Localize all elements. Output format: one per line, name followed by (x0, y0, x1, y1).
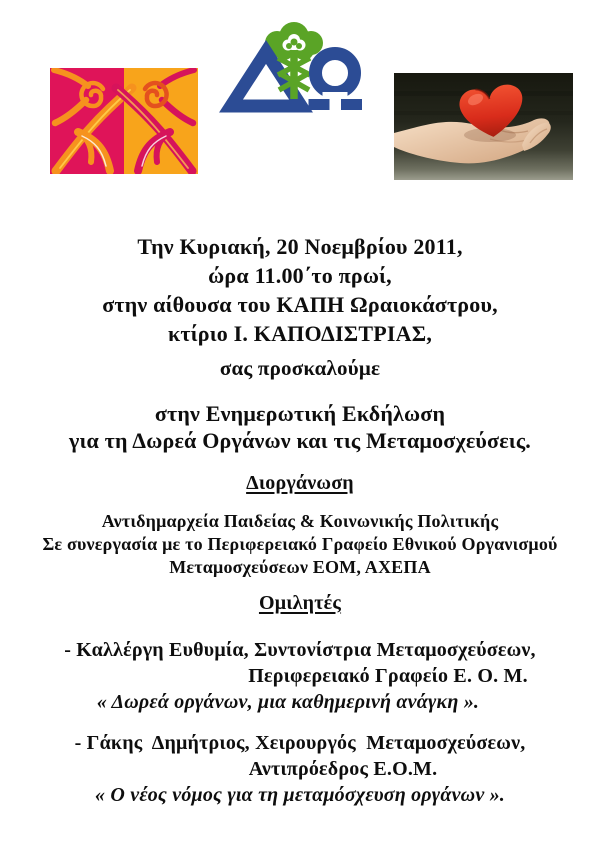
speaker-2-affiliation: Αντιπρόεδρος Ε.Ο.Μ. (248, 758, 438, 780)
organizer-heading-text: Διοργάνωση (246, 472, 354, 494)
organizer-heading (0, 471, 600, 496)
building-line: κτίριο Ι. ΚΑΠΟΔΙΣΤΡΙΑΣ, (167, 321, 433, 346)
invite-line: σας προσκαλούμε (219, 356, 381, 380)
municipality-logo-graphic (218, 22, 370, 113)
dancing-figures-logo (50, 68, 198, 174)
speaker-1-affiliation: Περιφερειακό Γραφείο Ε. Ο. Μ. (248, 665, 528, 687)
speaker-2-talk-title: « Ο νέος νόμος για τη μεταμόσχευση οργάνων ». (95, 784, 505, 806)
venue-line: στην αίθουσα του ΚΑΠΗ Ωραιοκάστρου, (102, 292, 498, 317)
event-line-1: στην Ενημερωτική Εκδήλωση (154, 401, 446, 426)
date-line: Την Κυριακή, 20 Νοεμβρίου 2011, (137, 234, 463, 259)
organizer-line-2: Σε συνεργασία με το Περιφερειακό Γραφείο Εθνικού Οργανισμού (42, 534, 558, 554)
datetime-venue-block (0, 232, 600, 348)
speaker-1-name: - Καλλέργη Ευθυμία, Συντονίστρια Μεταμοσχεύσεων, (64, 639, 536, 661)
municipality-logo (218, 22, 370, 118)
speakers-heading (0, 591, 600, 616)
organizer-line-3: Μεταμοσχεύσεων ΕΟΜ, ΑΧΕΠΑ (169, 557, 431, 577)
time-line: ώρα 11.00΄το πρωί, (208, 263, 392, 288)
organizer-block (0, 510, 600, 579)
organizer-line-1: Αντιδημαρχεία Παιδείας & Κοινωνικής Πολιτικής (101, 511, 499, 531)
letter-omega (309, 54, 363, 114)
speaker-1-talk-title: « Δωρεά οργάνων, μια καθημερινή ανάγκη ». (96, 691, 480, 713)
hand-holding-heart-photo (394, 73, 573, 180)
speaker-2-name: - Γάκης Δημήτριος, Χειρουργός Μεταμοσχεύσεων, (74, 732, 526, 754)
speakers-heading-text: Ομιλητές (258, 592, 342, 614)
event-block (0, 400, 600, 454)
speaker-2 (0, 730, 600, 808)
speaker-1 (0, 637, 600, 715)
event-line-2: για τη Δωρεά Οργάνων και τις Μεταμοσχεύσεις. (68, 428, 532, 453)
